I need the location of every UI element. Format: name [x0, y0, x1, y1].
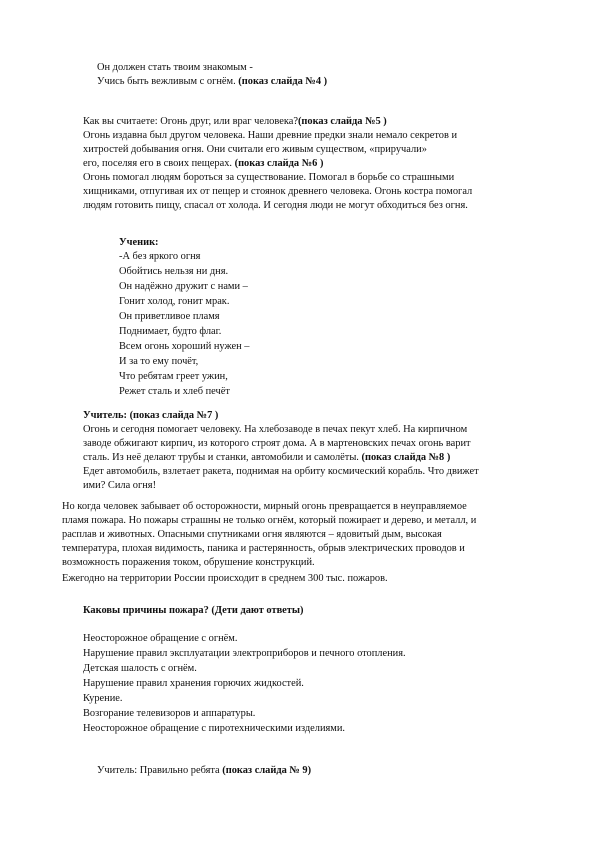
poem-line: И за то ему почёт, [119, 356, 199, 367]
t1-line-3-text: сталь. Из неё делают трубы и станки, автомобили и самолёты. [83, 452, 362, 463]
p2-line-2: пламя пожара. Но пожары страшны не только огнём, который пожирает и дерево, и металл, и [62, 515, 477, 526]
p2-line-1: Но когда человек забывает об осторожности, мирный огонь превращается в неуправляемое [62, 501, 467, 512]
p2-line-4: температура, плохая видимость, паника и растерянность, обрыв электрических проводов и [62, 543, 465, 554]
cause-item: Возгорание телевизоров и аппаратуры. [83, 708, 256, 719]
causes-heading: Каковы причины пожара? (Дети дают ответы) [83, 605, 304, 616]
p1-line-1: Огонь издавна был другом человека. Наши древние предки знали немало секретов и [83, 130, 458, 141]
intro-line-2 [97, 75, 327, 89]
question-text: Как вы считаете: Огонь друг, или враг человека? [83, 116, 298, 127]
slide-ref-4: (показ слайда №4 ) [238, 76, 328, 87]
teacher-label-slide-7: Учитель: (показ слайда №7 ) [83, 410, 219, 421]
p1-line-3-text: его, поселяя его в своих пещерах. [83, 158, 235, 169]
cause-item: Неосторожное обращение с огнём. [83, 633, 238, 644]
p2-line-5: возможность поражения током, обрушение конструкций. [62, 557, 315, 568]
poem-line: -А без яркого огня [119, 251, 201, 262]
t1-line-1: Огонь и сегодня помогает человеку. На хлебозаводе в печах пекут хлеб. На кирпичном [83, 424, 468, 435]
p1-line-5: хищниками, отпугивая их от пещер и стоянок древнего человека. Огонь костра помогал [83, 186, 473, 197]
cause-item: Неосторожное обращение с пиротехническими изделиями. [83, 723, 346, 734]
p1-line-2: хитростей добывания огня. Они считали его живым существом, «приручали» [83, 144, 427, 155]
poem-speaker: Ученик: [119, 237, 159, 248]
intro-line-1: Он должен стать твоим знакомым - [97, 62, 253, 73]
poem-line: Он приветливое пламя [119, 311, 220, 322]
teacher-closing-text: Учитель: Правильно ребята [97, 765, 223, 776]
slide-ref-6: (показ слайда №6 ) [234, 158, 324, 169]
slide-ref-9: (показ слайда № 9) [222, 765, 312, 776]
p2-line-3: расплав и животных. Опасными спутниками огня являются – ядовитый дым, высокая [62, 529, 442, 540]
teacher-closing [97, 764, 311, 778]
question-line [83, 115, 387, 129]
poem-line: Режет сталь и хлеб печёт [119, 386, 230, 397]
poem-line: Поднимает, будто флаг. [119, 326, 222, 337]
poem-line: Он надёжно дружит с нами – [119, 281, 248, 292]
intro-text: Учись быть вежливым с огнём. [97, 76, 239, 87]
t1-line-3 [83, 451, 450, 465]
poem-line: Что ребятам греет ужин, [119, 371, 228, 382]
cause-item: Курение. [83, 693, 123, 704]
t1-line-4: Едет автомобиль, взлетает ракета, поднимая на орбиту космический корабль. Что движет [83, 466, 479, 477]
p2-line-6: Ежегодно на территории России происходит в среднем 300 тыс. пожаров. [62, 573, 388, 584]
cause-item: Нарушение правил хранения горючих жидкостей. [83, 678, 304, 689]
p1-line-4: Огонь помогал людям бороться за существование. Помогал в борьбе со страшными [83, 172, 455, 183]
cause-item: Детская шалость с огнём. [83, 663, 197, 674]
cause-item: Нарушение правил эксплуатации электроприборов и печного отопления. [83, 648, 406, 659]
slide-ref-8: (показ слайда №8 ) [361, 452, 451, 463]
p1-line-3 [83, 157, 323, 171]
slide-ref-5: (показ слайда №5 ) [297, 116, 387, 127]
t1-line-5: ими? Сила огня! [83, 480, 157, 491]
poem-line: Обойтись нельзя ни дня. [119, 266, 229, 277]
poem-line: Всем огонь хороший нужен – [119, 341, 250, 352]
p1-line-6: людям готовить пищу, спасал от холода. И сегодня люди не могут обходиться без огня. [83, 200, 468, 211]
t1-line-2: заводе обжигают кирпич, из которого строят дома. А в мартеновских печах огонь варит [83, 438, 471, 449]
poem-line: Гонит холод, гонит мрак. [119, 296, 230, 307]
